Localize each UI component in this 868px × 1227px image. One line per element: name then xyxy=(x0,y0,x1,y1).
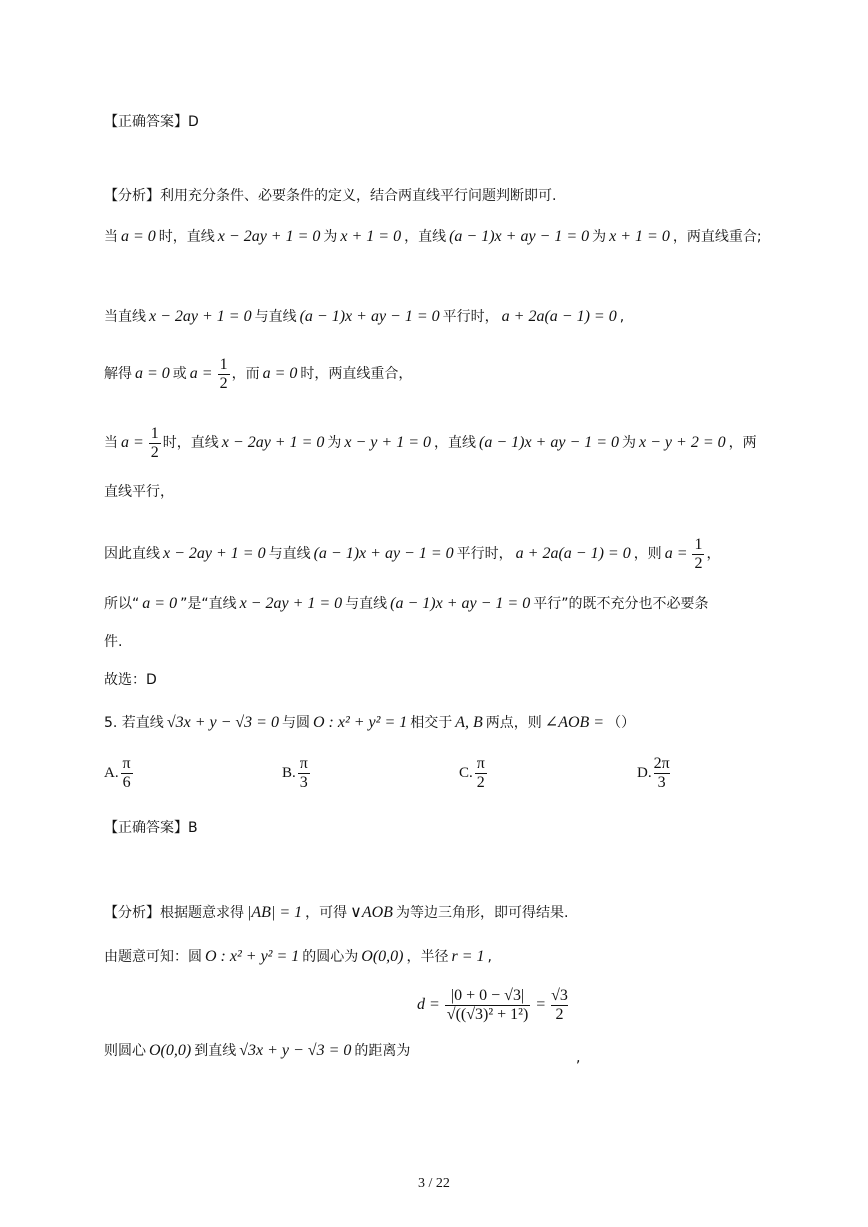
text: 平行时， xyxy=(456,546,513,562)
text: 为 xyxy=(323,229,338,245)
text: 两点，则 xyxy=(485,715,542,731)
distance-formula xyxy=(414,984,570,1025)
text: 时，直线 xyxy=(162,435,219,451)
text: 平行时， xyxy=(442,309,499,325)
answer-line-2: 【正确答案】B xyxy=(104,820,198,836)
page-number: 3 / 22 xyxy=(418,1176,450,1191)
text: 或 xyxy=(172,366,187,382)
numerator: |0 + 0 − √3| xyxy=(450,986,525,1004)
text: 的距离为 xyxy=(354,1043,411,1059)
denominator: 6 xyxy=(122,774,131,791)
option-label: D. xyxy=(637,764,652,781)
text: ，可得 xyxy=(305,905,348,921)
text: ，两 xyxy=(728,435,757,451)
numerator: 1 xyxy=(150,424,159,442)
formula: ∠AOB = xyxy=(544,714,605,731)
formula: ∨AOB xyxy=(350,904,393,921)
denominator: 2 xyxy=(476,774,485,791)
formula: O : x² + y² = 1 xyxy=(205,948,300,965)
formula: a = 0 xyxy=(262,365,298,382)
formula: (a − 1)x + ay − 1 = 0 xyxy=(299,308,440,325)
denominator: √((√3)² + 1²) xyxy=(446,1005,529,1023)
numerator: π xyxy=(299,755,308,772)
formula: O(0,0) xyxy=(149,1042,192,1059)
denominator: 2 xyxy=(219,374,228,392)
text: 时，直线 xyxy=(158,229,215,245)
formula: a = xyxy=(664,545,688,562)
numerator: 1 xyxy=(219,355,228,373)
trailing-comma: , xyxy=(576,1050,581,1066)
analysis-line-4b: 直线平行， xyxy=(104,484,174,500)
fraction xyxy=(149,425,161,462)
text: 【分析】根据题意求得 xyxy=(104,905,244,921)
formula: (a − 1)x + ay − 1 = 0 xyxy=(449,228,590,245)
formula: a = xyxy=(189,365,213,382)
option-label: C. xyxy=(459,764,473,781)
formula: a + 2a(a − 1) = 0 xyxy=(501,308,617,325)
analysis-line-5 xyxy=(104,535,720,573)
formula: x + 1 = 0 xyxy=(340,228,402,245)
formula: (a − 1)x + ay − 1 = 0 xyxy=(390,595,531,612)
text: ，直线 xyxy=(404,229,447,245)
text: 为 xyxy=(622,435,637,451)
text: ”是“直线 xyxy=(180,596,237,612)
analysis-line-2 xyxy=(104,306,624,327)
analysis2-line-1 xyxy=(104,902,568,923)
text: , xyxy=(619,309,625,325)
analysis-line-3 xyxy=(104,355,412,393)
analysis2-line-2 xyxy=(104,946,492,967)
fraction xyxy=(654,755,670,792)
text: 5. 若直线 xyxy=(104,715,164,731)
text: 相交于 xyxy=(410,715,453,731)
option-b xyxy=(282,755,312,792)
text: 当直线 xyxy=(104,309,146,325)
analysis-line-1 xyxy=(104,226,762,247)
analysis-intro: 【分析】利用充分条件、必要条件的定义，结合两直线平行问题判断即可. xyxy=(104,188,557,204)
formula: x + 1 = 0 xyxy=(609,228,670,245)
formula: a = 0 xyxy=(142,595,178,612)
formula: x − y + 2 = 0 xyxy=(639,434,726,451)
text: ，而 xyxy=(231,366,260,382)
option-d xyxy=(637,755,672,792)
text: 为 xyxy=(592,229,607,245)
formula: a = xyxy=(121,434,144,451)
text: 当 xyxy=(104,435,118,451)
formula: x − 2ay + 1 = 0 xyxy=(163,545,266,562)
text: ，直线 xyxy=(433,435,476,451)
analysis-line-6 xyxy=(104,593,708,614)
option-label: B. xyxy=(282,764,296,781)
formula: O : x² + y² = 1 xyxy=(312,714,408,731)
fraction xyxy=(298,755,310,792)
text: , xyxy=(487,949,492,965)
denominator: 3 xyxy=(299,774,308,791)
text: 为 xyxy=(327,435,342,451)
text: 与直线 xyxy=(254,309,297,325)
fraction xyxy=(121,755,133,792)
text: ， xyxy=(706,546,721,562)
fraction xyxy=(551,987,568,1024)
option-c xyxy=(459,755,489,792)
text: （） xyxy=(607,715,636,731)
option-a xyxy=(104,755,135,792)
text: 与直线 xyxy=(345,596,388,612)
text: 所以“ xyxy=(104,596,140,612)
text: ，则 xyxy=(633,546,662,562)
formula: r = 1 xyxy=(451,948,485,965)
question-5 xyxy=(104,712,635,733)
numerator: 1 xyxy=(694,535,703,553)
text: 解得 xyxy=(104,366,132,382)
fraction xyxy=(218,356,230,393)
equals: = xyxy=(535,996,547,1013)
text: 由题意可知：圆 xyxy=(104,949,202,965)
answer-line-1: 【正确答案】D xyxy=(104,114,199,130)
formula: (a − 1)x + ay − 1 = 0 xyxy=(313,545,454,562)
formula: x − 2ay + 1 = 0 xyxy=(149,308,252,325)
text: 的圆心为 xyxy=(302,949,359,965)
formula: x − 2ay + 1 = 0 xyxy=(217,228,321,245)
numerator: π xyxy=(476,755,485,772)
denominator: 2 xyxy=(694,554,703,572)
numerator: √3 xyxy=(551,986,568,1004)
text: ，半径 xyxy=(406,949,449,965)
denominator: 2 xyxy=(150,443,159,461)
formula: a = 0 xyxy=(121,228,156,245)
formula: A, B xyxy=(455,714,483,731)
formula: x − 2ay + 1 = 0 xyxy=(239,595,343,612)
text: 平行”的既不充分也不必要条 xyxy=(533,596,709,612)
option-label: A. xyxy=(104,764,119,781)
formula: a = 0 xyxy=(135,365,170,382)
fraction xyxy=(692,536,704,573)
analysis2-line-3 xyxy=(104,1040,410,1061)
formula: x − 2ay + 1 = 0 xyxy=(221,434,325,451)
analysis-line-6b: 件. xyxy=(104,634,123,650)
numerator: π xyxy=(122,755,131,772)
fraction xyxy=(475,755,487,792)
text: ，两直线重合; xyxy=(672,229,762,245)
text: 当 xyxy=(104,229,118,245)
denominator: 3 xyxy=(654,773,670,792)
text: 到直线 xyxy=(194,1043,237,1059)
formula: |AB| = 1 xyxy=(247,904,303,921)
formula: d = xyxy=(417,996,440,1013)
text: 为等边三角形，即可得结果. xyxy=(395,905,569,921)
text: 时，两直线重合， xyxy=(300,366,413,382)
text: 与圆 xyxy=(281,715,310,731)
denominator: 2 xyxy=(551,1005,568,1024)
formula: √3x + y − √3 = 0 xyxy=(239,1042,352,1059)
formula: √3x + y − √3 = 0 xyxy=(166,714,279,731)
formula: x − y + 1 = 0 xyxy=(344,434,431,451)
numerator: 2π xyxy=(653,755,670,772)
formula: (a − 1)x + ay − 1 = 0 xyxy=(478,434,620,451)
text: 则圆心 xyxy=(104,1043,146,1059)
formula: a + 2a(a − 1) = 0 xyxy=(515,545,631,562)
text: 因此直线 xyxy=(104,546,160,562)
analysis-line-4 xyxy=(104,424,757,462)
formula: O(0,0) xyxy=(361,948,404,965)
fraction xyxy=(445,987,531,1024)
text: 与直线 xyxy=(268,546,311,562)
choice-line-1: 故选：D xyxy=(104,672,157,688)
